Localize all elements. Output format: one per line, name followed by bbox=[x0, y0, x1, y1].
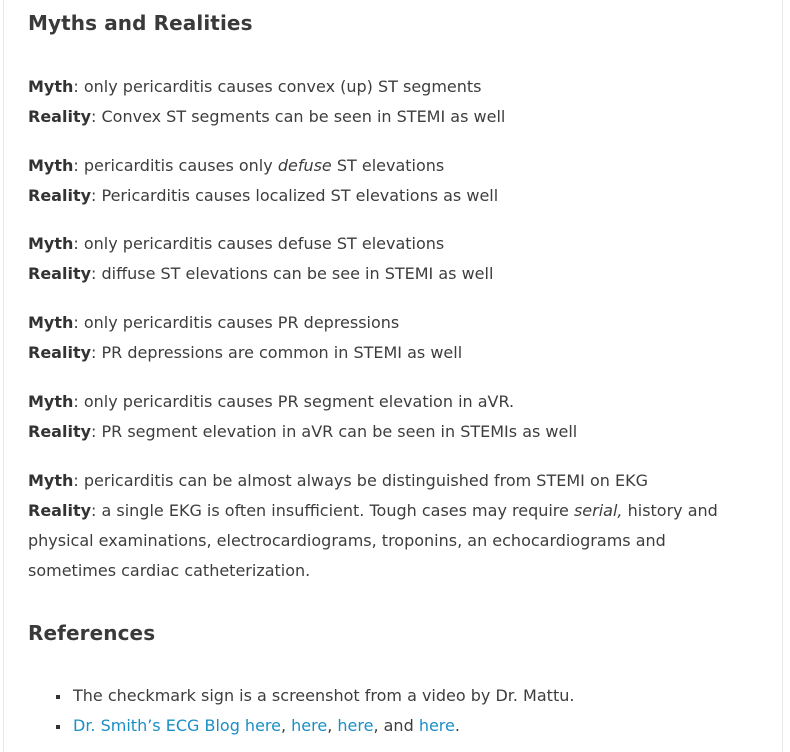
here-link-2[interactable]: here bbox=[291, 716, 328, 735]
references-heading: References bbox=[28, 621, 156, 645]
myth-label: Myth bbox=[28, 156, 74, 175]
separator: , bbox=[327, 716, 338, 735]
reality-text: : diffuse ST elevations can be see in STEMI as well bbox=[91, 264, 494, 283]
myth-text: : pericarditis can be almost always be distinguished from STEMI on EKG bbox=[73, 471, 648, 490]
reality-line bbox=[28, 496, 758, 586]
myth-label: Myth bbox=[28, 234, 74, 253]
blog-link[interactable]: Dr. Smith’s ECG Blog here bbox=[73, 716, 281, 735]
reality-text: : PR segment elevation in aVR can be seen in STEMIs as well bbox=[91, 422, 578, 441]
myth-text: : only pericarditis causes convex (up) ST segments bbox=[73, 77, 482, 96]
references-list bbox=[56, 681, 574, 741]
here-link-3[interactable]: here bbox=[337, 716, 374, 735]
myths-heading: Myths and Realities bbox=[28, 11, 253, 35]
myth-text: : only pericarditis causes defuse ST elevations bbox=[73, 234, 445, 253]
reality-line bbox=[28, 181, 758, 211]
reality-emphasis: serial, bbox=[573, 501, 623, 520]
myth-reality-pair-2 bbox=[28, 151, 758, 211]
myth-text: : only pericarditis causes PR depressions bbox=[73, 313, 400, 332]
reference-item-2 bbox=[56, 711, 574, 741]
reality-label: Reality bbox=[28, 264, 92, 283]
myth-line bbox=[28, 151, 758, 181]
reality-line bbox=[28, 338, 758, 368]
myth-label: Myth bbox=[28, 77, 74, 96]
reality-line bbox=[28, 102, 758, 132]
myth-line bbox=[28, 387, 758, 417]
reality-text-end: history and physical examinations, electrocardiograms, troponins, an echocardiograms and sometimes cardiac catheterization. bbox=[28, 501, 718, 580]
here-link-4[interactable]: here bbox=[418, 716, 455, 735]
reality-label: Reality bbox=[28, 107, 92, 126]
reality-label: Reality bbox=[28, 422, 92, 441]
myth-reality-pair-3 bbox=[28, 229, 758, 289]
myth-line bbox=[28, 308, 758, 338]
separator: , and bbox=[373, 716, 419, 735]
reference-text: The checkmark sign is a screenshot from a video by Dr. Mattu. bbox=[73, 686, 575, 705]
myth-reality-pair-1 bbox=[28, 72, 758, 132]
reality-label: Reality bbox=[28, 186, 92, 205]
myth-label: Myth bbox=[28, 392, 74, 411]
myth-line bbox=[28, 72, 758, 102]
myth-emphasis: defuse bbox=[277, 156, 332, 175]
myth-line bbox=[28, 466, 758, 496]
article-page bbox=[3, 0, 783, 752]
myth-reality-pair-6 bbox=[28, 466, 758, 586]
reality-label: Reality bbox=[28, 501, 92, 520]
myth-reality-pair-4 bbox=[28, 308, 758, 368]
myth-text: : only pericarditis causes PR segment elevation in aVR. bbox=[73, 392, 515, 411]
reality-text: : a single EKG is often insufficient. Tough cases may require bbox=[91, 501, 574, 520]
reality-text: : Convex ST segments can be seen in STEMI as well bbox=[91, 107, 506, 126]
myth-label: Myth bbox=[28, 471, 74, 490]
myth-label: Myth bbox=[28, 313, 74, 332]
myth-line bbox=[28, 229, 758, 259]
myth-text: : pericarditis causes only bbox=[73, 156, 278, 175]
myth-text-end: ST elevations bbox=[331, 156, 445, 175]
reality-label: Reality bbox=[28, 343, 92, 362]
reality-line bbox=[28, 259, 758, 289]
reality-text: : Pericarditis causes localized ST elevations as well bbox=[91, 186, 499, 205]
reality-line bbox=[28, 417, 758, 447]
end-period: . bbox=[454, 716, 460, 735]
reality-text: : PR depressions are common in STEMI as well bbox=[91, 343, 463, 362]
myth-reality-pair-5 bbox=[28, 387, 758, 447]
separator: , bbox=[280, 716, 292, 735]
reference-item-1 bbox=[56, 681, 574, 711]
